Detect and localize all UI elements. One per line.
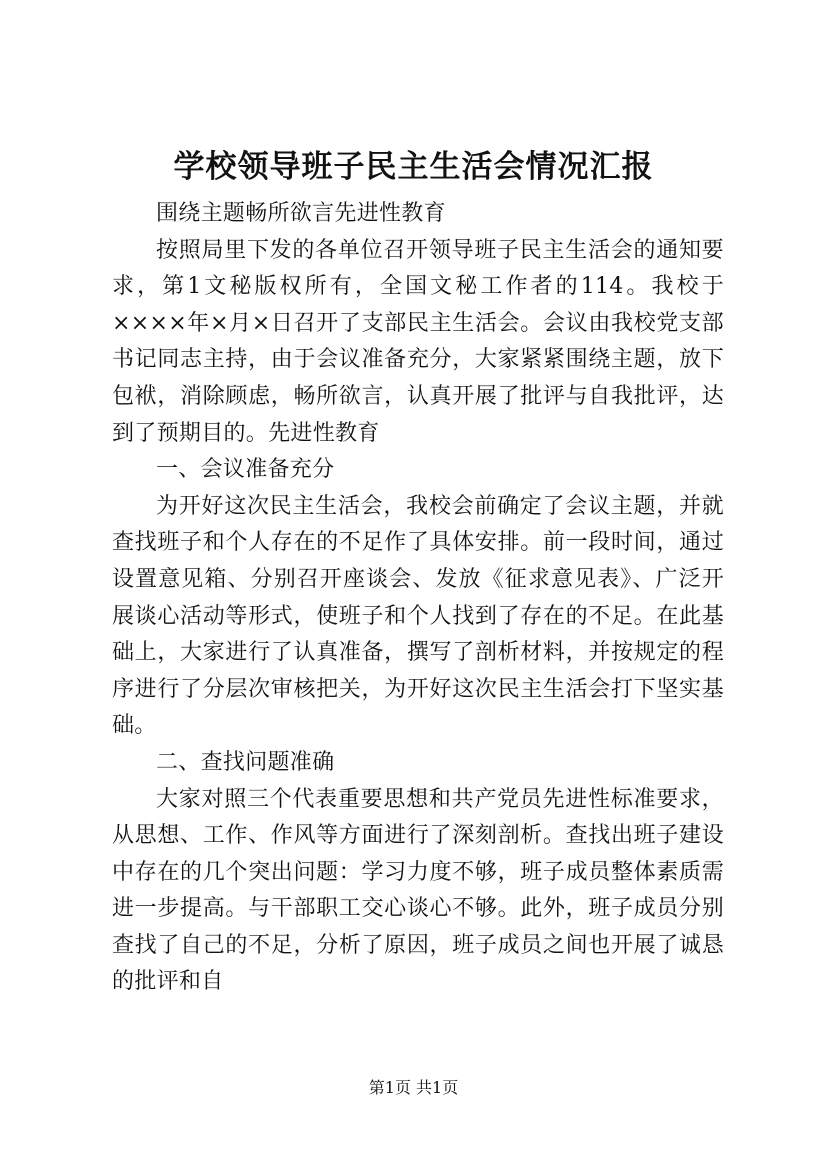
paragraph-intro: 按照局里下发的各单位召开领导班子民主生活会的通知要求，第1文秘版权所有，全国文秘工作者的114。我校于××××年×月×日召开了支部民主生活会。会议由我校党支部书记同志主持，由于会议准备充分，大家紧紧围绕主题，放下包袱，消除顾虑，畅所欲言，认真开展了批评与自我批评，达到了预期目的。先进性教育	[112, 237, 724, 446]
paragraph-problems: 大家对照三个代表重要思想和共产党员先进性标准要求，从思想、工作、作风等方面进行了深刻剖析。查找出班子建设中存在的几个突出问题：学习力度不够，班子成员整体素质需进一步提高。与干部职工交心谈心不够。此外，班子成员分别查找了自己的不足，分析了原因，班子成员之间也开展了诚恳的批评和自	[112, 786, 724, 995]
document-title: 学校领导班子民主生活会情况汇报	[173, 149, 654, 185]
document-subtitle: 围绕主题畅所欲言先进性教育	[156, 201, 446, 226]
paragraph-preparation: 为开好这次民主生活会，我校会前确定了会议主题，并就查找班子和个人存在的不足作了具体安排。前一段时间，通过设置意见箱、分别召开座谈会、发放《征求意见表》、广泛开展谈心活动等形式，使班子和个人找到了存在的不足。在此基础上，大家进行了认真准备，撰写了剖析材料，并按规定的程序进行了分层次审核把关，为开好这次民主生活会打下坚实基础。	[112, 493, 724, 739]
page-number-footer: 第1页 共1页	[368, 1078, 459, 1097]
document-body	[112, 196, 724, 1001]
section-heading-1: 一、会议准备充分	[156, 457, 335, 483]
section-heading-2: 二、查找问题准确	[156, 749, 335, 775]
